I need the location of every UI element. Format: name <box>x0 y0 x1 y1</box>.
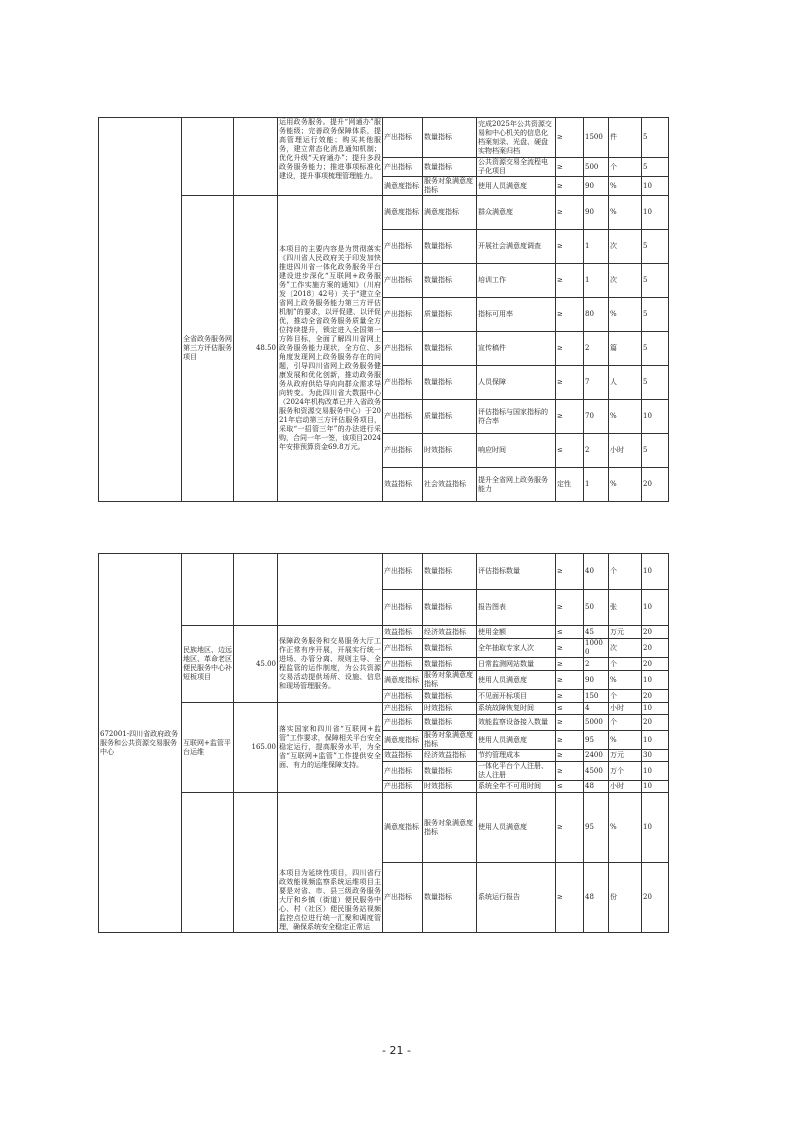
indicator-weight: 5 <box>642 434 669 468</box>
indicator-operator: ≥ <box>556 750 584 762</box>
indicator-operator: ≥ <box>556 400 584 434</box>
indicator-operator: ≥ <box>556 731 584 750</box>
indicator-weight: 5 <box>642 298 669 332</box>
indicator-weight: 10 <box>642 400 669 434</box>
unit-name-cell <box>99 118 182 502</box>
indicator-weight: 20 <box>642 863 669 933</box>
project-money-cell <box>234 554 278 626</box>
indicator-name: 完成2025年公共资源交易和中心机关的信息化档案刻录、光盘、硬盘实物档案归档 <box>477 118 556 158</box>
indicator-name: 节约管理成本 <box>477 750 556 762</box>
indicator-operator: ≤ <box>556 434 584 468</box>
indicator-level2: 服务对象满意度指标 <box>423 177 477 196</box>
indicator-operator: ≥ <box>556 793 584 863</box>
indicator-level1: 产出指标 <box>383 400 423 434</box>
indicator-unit: % <box>609 793 642 863</box>
project-desc-cell <box>278 554 383 626</box>
indicator-weight: 10 <box>642 703 669 715</box>
indicator-name: 使用人员满意度 <box>477 671 556 690</box>
indicator-unit: 万个 <box>609 762 642 781</box>
indicator-level1: 产出指标 <box>383 762 423 781</box>
indicator-weight: 10 <box>642 781 669 793</box>
indicator-operator: ≥ <box>556 177 584 196</box>
indicator-operator: 定性 <box>556 468 584 502</box>
indicator-value: 1 <box>584 468 609 502</box>
indicator-name: 提升全省网上政务服务能力 <box>477 468 556 502</box>
project-desc-cell: 保障政务服务和交易服务大厅工作正常有序开展，开展实行统一进场、办管分离、规则主导、全程监管的运作制度，为公共资源交易活动提供场所、设施、信息和现场管理服务。 <box>278 626 383 703</box>
indicator-name: 指标可用率 <box>477 298 556 332</box>
indicator-value: 4500 <box>584 762 609 781</box>
indicator-name: 效能监察设备接入数量 <box>477 715 556 731</box>
indicator-level2: 数量指标 <box>423 118 477 158</box>
project-money-cell <box>234 118 278 196</box>
unit-name-cell: 672001-四川省政府政务服务和公共资源交易服务中心 <box>99 554 182 933</box>
indicator-operator: ≥ <box>556 554 584 590</box>
project-name-cell <box>182 793 234 933</box>
indicator-level1: 满意度指标 <box>383 793 423 863</box>
indicator-unit: 小时 <box>609 434 642 468</box>
indicator-value: 48 <box>584 863 609 933</box>
indicator-operator: ≥ <box>556 639 584 658</box>
indicator-level1: 产出指标 <box>383 715 423 731</box>
indicator-operator: ≥ <box>556 366 584 400</box>
indicator-weight: 10 <box>642 177 669 196</box>
indicator-value: 45 <box>584 626 609 639</box>
indicator-operator: ≥ <box>556 762 584 781</box>
indicator-operator: ≥ <box>556 332 584 366</box>
indicator-unit: 个 <box>609 690 642 703</box>
project-money-cell: 165.00 <box>234 703 278 793</box>
indicator-name: 群众满意度 <box>477 196 556 230</box>
project-name-cell: 互联网+监管平台运维 <box>182 703 234 793</box>
indicator-weight: 20 <box>642 658 669 671</box>
indicator-unit: 个 <box>609 658 642 671</box>
indicator-weight: 5 <box>642 366 669 400</box>
indicator-name: 宣传稿件 <box>477 332 556 366</box>
indicator-unit: 份 <box>609 863 642 933</box>
indicator-unit: % <box>609 731 642 750</box>
project-desc-cell: 落实国家和四川省“互联网+监管”工作要求，保障相关平台安全稳定运行，提高服务水平，为全省“互联网+监管”工作提供安全面、有力的运维保障支持。 <box>278 703 383 793</box>
page-number: - 21 - <box>382 1044 411 1057</box>
indicator-level2: 满意度指标 <box>423 196 477 230</box>
indicator-unit: % <box>609 196 642 230</box>
indicator-level1: 产出指标 <box>383 298 423 332</box>
indicator-name: 响应时间 <box>477 434 556 468</box>
indicator-unit: % <box>609 298 642 332</box>
indicator-value: 95 <box>584 793 609 863</box>
indicator-weight: 5 <box>642 118 669 158</box>
indicator-value: 90 <box>584 177 609 196</box>
indicator-unit: 件 <box>609 118 642 158</box>
indicator-level1: 产出指标 <box>383 690 423 703</box>
project-name-cell: 民族地区、边远地区、革命老区便民服务中心补短板项目 <box>182 626 234 703</box>
indicator-value: 1 <box>584 264 609 298</box>
indicator-level2: 服务对象满意度指标 <box>423 793 477 863</box>
indicator-unit: 小时 <box>609 781 642 793</box>
indicator-operator: ≥ <box>556 671 584 690</box>
indicator-weight: 5 <box>642 230 669 264</box>
indicator-weight: 10 <box>642 590 669 626</box>
indicator-value: 2400 <box>584 750 609 762</box>
indicator-name: 系统全年不可用时间 <box>477 781 556 793</box>
indicator-name: 系统运行报告 <box>477 863 556 933</box>
project-desc-cell: 运用政务服务。提升“网通办”服务能级；完善政务保障体系，提高管理运行效能；购买其他服务，建立常态化消息通知机制；优化升级“天府通办”；提升多段政务服务能力；推进事项标准化建设，提升事项梳理管理能力。 <box>278 118 383 196</box>
indicator-level2: 时效指标 <box>423 781 477 793</box>
indicator-name: 使用人员满意度 <box>477 793 556 863</box>
indicator-level1: 满意度指标 <box>383 177 423 196</box>
indicator-name: 使用人员满意度 <box>477 731 556 750</box>
indicator-level1: 产出指标 <box>383 658 423 671</box>
indicator-operator: ≤ <box>556 781 584 793</box>
indicator-value: 95 <box>584 731 609 750</box>
indicator-level2: 数量指标 <box>423 554 477 590</box>
indicator-operator: ≥ <box>556 715 584 731</box>
indicator-level1: 产出指标 <box>383 590 423 626</box>
indicator-level2: 经济效益指标 <box>423 750 477 762</box>
indicator-unit: 篇 <box>609 332 642 366</box>
indicator-level1: 产出指标 <box>383 781 423 793</box>
indicator-value: 48 <box>584 781 609 793</box>
project-desc-cell: 本项目的主要内容是为贯彻落实《四川省人民政府关于印发加快推进四川省一体化政务服务平台建设进步深化“互联网+政务服务”工作实施方案的通知》（川府发〔2018〕42号）关于“建立全省网上政务服务能力第三方评估机制”的要求，以评促建、以评促优，推动全省政务服务质量全方位持续提升，锁定进入全国第一方阵目标，全面了解四川省网上政务服务能力现状，全方位、多角度发现网上政务服务存在的问题，引导四川省网上政务服务健康发展和优化创新，推动政务服务从政府供给导向向群众需求导向转变。为此四川省大数据中心（2024年机构改革已并入省政务服务和资源交易服务中心）于2021年启动第三方评估服务项目，采取“一招管三年”的办法进行采购，合同一年一签，该项目2024年安排预算资金69.8万元。 <box>278 196 383 502</box>
indicator-level1: 满意度指标 <box>383 671 423 690</box>
indicator-name: 使用人员满意度 <box>477 177 556 196</box>
indicator-level2: 数量指标 <box>423 158 477 177</box>
indicator-level1: 产出指标 <box>383 639 423 658</box>
indicator-operator: ≤ <box>556 703 584 715</box>
indicator-level2: 数量指标 <box>423 264 477 298</box>
indicator-weight: 10 <box>642 196 669 230</box>
indicator-operator: ≥ <box>556 863 584 933</box>
indicator-level1: 产出指标 <box>383 366 423 400</box>
indicator-operator: ≥ <box>556 590 584 626</box>
indicator-level2: 时效指标 <box>423 703 477 715</box>
indicator-weight: 10 <box>642 554 669 590</box>
indicator-level2: 数量指标 <box>423 639 477 658</box>
indicator-level2: 质量指标 <box>423 400 477 434</box>
indicator-unit: 张 <box>609 590 642 626</box>
indicator-weight: 10 <box>642 671 669 690</box>
indicator-unit: 小时 <box>609 703 642 715</box>
indicator-unit: % <box>609 177 642 196</box>
indicator-value: 2 <box>584 658 609 671</box>
indicator-weight: 5 <box>642 158 669 177</box>
indicator-unit: 万元 <box>609 750 642 762</box>
indicator-value: 4 <box>584 703 609 715</box>
indicator-level1: 效益指标 <box>383 750 423 762</box>
indicator-level1: 效益指标 <box>383 626 423 639</box>
indicator-level2: 时效指标 <box>423 434 477 468</box>
indicator-level2: 数量指标 <box>423 690 477 703</box>
indicator-level2: 社会效益指标 <box>423 468 477 502</box>
indicator-name: 评估指标数量 <box>477 554 556 590</box>
indicator-level2: 数量指标 <box>423 762 477 781</box>
indicator-level1: 产出指标 <box>383 230 423 264</box>
indicator-unit: 个 <box>609 715 642 731</box>
indicator-unit: 人 <box>609 366 642 400</box>
indicator-weight: 10 <box>642 731 669 750</box>
indicator-weight: 10 <box>642 762 669 781</box>
indicator-name: 使用金额 <box>477 626 556 639</box>
performance-table-top <box>98 117 669 502</box>
indicator-value: 90 <box>584 671 609 690</box>
indicator-unit: % <box>609 468 642 502</box>
indicator-level1: 产出指标 <box>383 264 423 298</box>
indicator-value: 90 <box>584 196 609 230</box>
indicator-weight: 20 <box>642 626 669 639</box>
indicator-unit: 次 <box>609 639 642 658</box>
indicator-operator: ≥ <box>556 658 584 671</box>
indicator-weight: 30 <box>642 750 669 762</box>
indicator-weight: 20 <box>642 715 669 731</box>
indicator-level2: 数量指标 <box>423 715 477 731</box>
indicator-operator: ≥ <box>556 196 584 230</box>
indicator-level1: 满意度指标 <box>383 731 423 750</box>
indicator-name: 日常监测网站数量 <box>477 658 556 671</box>
indicator-value: 50 <box>584 590 609 626</box>
indicator-level2: 质量指标 <box>423 298 477 332</box>
indicator-level2: 数量指标 <box>423 366 477 400</box>
indicator-operator: ≥ <box>556 264 584 298</box>
indicator-operator: ≥ <box>556 298 584 332</box>
indicator-value: 1500 <box>584 118 609 158</box>
indicator-value: 10000 <box>584 639 609 658</box>
indicator-value: 1 <box>584 230 609 264</box>
indicator-level1: 产出指标 <box>383 703 423 715</box>
indicator-level1: 产出指标 <box>383 158 423 177</box>
indicator-name: 公共资源交易全流程电子化项目 <box>477 158 556 177</box>
indicator-unit: 次 <box>609 264 642 298</box>
indicator-value: 70 <box>584 400 609 434</box>
indicator-name: 一体化平台个人注册、法人注册 <box>477 762 556 781</box>
indicator-unit: 个 <box>609 554 642 590</box>
indicator-level1: 效益指标 <box>383 468 423 502</box>
indicator-name: 开展社会满意度调查 <box>477 230 556 264</box>
indicator-level1: 产出指标 <box>383 863 423 933</box>
indicator-level1: 产出指标 <box>383 434 423 468</box>
indicator-operator: ≤ <box>556 626 584 639</box>
indicator-level2: 服务对象满意度指标 <box>423 731 477 750</box>
indicator-weight: 5 <box>642 332 669 366</box>
indicator-weight: 10 <box>642 793 669 863</box>
indicator-value: 80 <box>584 298 609 332</box>
project-name-cell <box>182 118 234 196</box>
project-money-cell: 45.00 <box>234 626 278 703</box>
indicator-unit: 万元 <box>609 626 642 639</box>
indicator-level2: 经济效益指标 <box>423 626 477 639</box>
project-desc-cell: 本项目为延续性项目，四川省行政效能视频监察系统运维项目主要是对省、市、县三级政务服务大厅和乡镇（街道）便民服务中心、村（社区）便民服务站视频监控点位进行统一汇聚和调度管理，确保系统安全稳定正常运 <box>278 793 383 933</box>
indicator-name: 全年抽取专家人次 <box>477 639 556 658</box>
project-money-cell <box>234 793 278 933</box>
indicator-unit: 个 <box>609 158 642 177</box>
indicator-weight: 20 <box>642 690 669 703</box>
indicator-operator: ≥ <box>556 230 584 264</box>
indicator-level1: 产出指标 <box>383 332 423 366</box>
indicator-value: 500 <box>584 158 609 177</box>
indicator-weight: 20 <box>642 639 669 658</box>
indicator-name: 培训工作 <box>477 264 556 298</box>
indicator-name: 报告图表 <box>477 590 556 626</box>
indicator-value: 2 <box>584 434 609 468</box>
indicator-value: 7 <box>584 366 609 400</box>
project-name-cell: 全省政务服务网第三方评估服务项目 <box>182 196 234 502</box>
indicator-value: 2 <box>584 332 609 366</box>
indicator-level2: 数量指标 <box>423 590 477 626</box>
indicator-value: 40 <box>584 554 609 590</box>
indicator-operator: ≥ <box>556 158 584 177</box>
indicator-level1: 产出指标 <box>383 118 423 158</box>
indicator-operator: ≥ <box>556 118 584 158</box>
indicator-name: 评估指标与国家指标的符合率 <box>477 400 556 434</box>
indicator-name: 人员保障 <box>477 366 556 400</box>
indicator-unit: % <box>609 400 642 434</box>
indicator-value: 150 <box>584 690 609 703</box>
indicator-unit: % <box>609 671 642 690</box>
performance-table-bottom <box>98 553 669 933</box>
indicator-weight: 5 <box>642 264 669 298</box>
indicator-name: 不见面开标项目 <box>477 690 556 703</box>
indicator-level2: 服务对象满意度指标 <box>423 671 477 690</box>
indicator-unit: 次 <box>609 230 642 264</box>
indicator-name: 系统故障恢复时间 <box>477 703 556 715</box>
indicator-weight: 20 <box>642 468 669 502</box>
indicator-operator: ≥ <box>556 690 584 703</box>
project-name-cell <box>182 554 234 626</box>
indicator-level2: 数量指标 <box>423 332 477 366</box>
project-money-cell: 48.50 <box>234 196 278 502</box>
indicator-level2: 数量指标 <box>423 230 477 264</box>
indicator-level2: 数量指标 <box>423 658 477 671</box>
indicator-level2: 数量指标 <box>423 863 477 933</box>
indicator-level1: 满意度指标 <box>383 196 423 230</box>
indicator-value: 5000 <box>584 715 609 731</box>
indicator-level1: 产出指标 <box>383 554 423 590</box>
